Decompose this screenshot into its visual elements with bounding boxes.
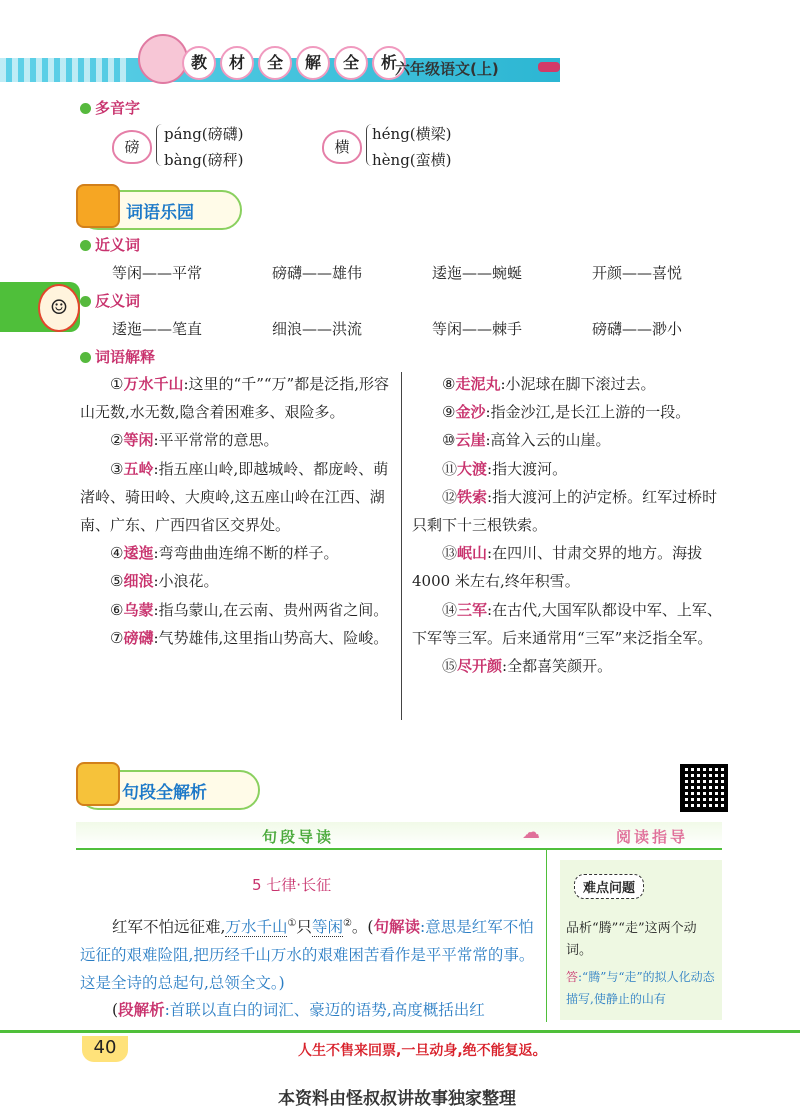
gloss-item: ③五岭:指五座山岭,即越城岭、都庞岭、萌渚岭、骑田岭、大庾岭,这五座山岭在江西、湖南、广东、广西四省区交界处。: [80, 459, 389, 535]
mascot-icon: [76, 762, 120, 806]
antonym-pair: 磅礴——渺小: [592, 320, 683, 338]
poem-title: 5 七律·长征: [252, 876, 332, 894]
gloss-item: ⑪大渡:指大渡河。: [442, 459, 568, 478]
strip-underline: [76, 848, 722, 850]
section-label: 近义词: [95, 236, 141, 254]
banner-title: 句段全解析: [122, 783, 207, 803]
gloss-item: ⑧走泥丸:小泥球在脚下滚过去。: [442, 375, 656, 393]
header-pattern: [0, 56, 130, 84]
title-char: 全: [258, 46, 292, 80]
gloss-item: ⑥乌蒙:指乌蒙山,在云南、贵州两省之间。: [110, 600, 389, 619]
strip-right-label: 阅读指导: [616, 828, 689, 846]
cloud-rainbow-icon: ☁: [522, 822, 540, 843]
gloss-item: ①万水千山:这里的“千”“万”都是泛指,形容山无数,水无数,隐含着困难多、艰险多。: [80, 375, 389, 422]
footer-line: [0, 1030, 800, 1033]
section-label: 反义词: [95, 292, 141, 310]
section-label: 多音字: [95, 99, 141, 117]
column-divider: [546, 850, 547, 1022]
reading: bàng(磅秤): [164, 151, 244, 169]
antonym-pair: 逶迤——笔直: [112, 320, 203, 338]
paragraph-analysis: (段解析:首联以直白的词汇、豪迈的语势,高度概括出红: [112, 1001, 485, 1019]
gloss-item: ⑦磅礴:气势雄伟,这里指山势高大、险峻。: [110, 628, 389, 647]
polyphonic-heading: [80, 97, 140, 118]
antonym-pair: 细浪——洪流: [272, 320, 363, 338]
synonym-pair: 等闲——平常: [112, 264, 203, 282]
header-mascot-icon: [138, 34, 188, 84]
section-label: 词语解释: [95, 348, 156, 366]
gloss-item: ⑭三军:在古代,大国军队都设中军、上军、下军等三军。后来通常用“三军”来泛指全军。: [412, 600, 722, 647]
bullet-icon: [80, 352, 91, 363]
bullet-icon: [80, 103, 91, 114]
column-divider: [401, 372, 402, 720]
gloss-item: ⑬岷山:在四川、甘肃交界的地方。海拔 4000 米左右,终年积雪。: [412, 544, 703, 591]
page-number: 40: [82, 1036, 128, 1062]
gloss-item: ⑮尽开颜:全都喜笑颜开。: [442, 657, 613, 676]
grade-label: 六年级语文(上): [395, 60, 499, 78]
tip-answer: 答:“腾”与“走”的拟人化动态描写,使静止的山有: [566, 970, 715, 1006]
banner-title: 词语乐园: [126, 203, 194, 223]
title-char: 材: [220, 46, 254, 80]
gloss-item: ⑫铁索:指大渡河上的泸定桥。红军过桥时只剩下十三根铁索。: [412, 487, 718, 535]
reading: hèng(蛮横): [372, 151, 452, 169]
tip-title: 难点问题: [574, 874, 644, 899]
gloss-item: ④逶迤:弯弯曲曲连绵不断的样子。: [110, 544, 339, 563]
reading: héng(横梁): [372, 125, 452, 143]
glossary-right: [412, 370, 724, 680]
glossary-heading: [80, 346, 155, 367]
gloss-item: ②等闲:平平常常的意思。: [110, 431, 279, 450]
book-icon: [76, 184, 120, 228]
glossary-left: [80, 370, 392, 652]
qr-code-icon[interactable]: [680, 764, 728, 812]
strip-left-label: 句段导读: [262, 828, 335, 846]
header-title: [182, 46, 406, 80]
brace: [156, 124, 163, 166]
bullet-icon: [80, 296, 91, 307]
polyphonic-char: 横: [322, 130, 362, 164]
synonyms-heading: [80, 234, 140, 255]
antonym-pair: 等闲——棘手: [432, 320, 523, 338]
bullet-icon: [80, 240, 91, 251]
title-char: 教: [182, 46, 216, 80]
reading: páng(磅礴): [164, 125, 244, 143]
tip-question: 品析“腾”“走”这两个动词。: [566, 921, 697, 958]
gloss-item: ⑨金沙:指金沙江,是长江上游的一段。: [442, 403, 691, 422]
title-char: 析: [372, 46, 406, 80]
mascot-face-icon: ☺: [38, 284, 80, 332]
synonym-pair: 磅礴——雄伟: [272, 264, 363, 282]
source-note: 本资料由怪叔叔讲故事独家整理: [278, 1089, 516, 1109]
pen-icon: [538, 62, 560, 72]
synonym-pair: 开颜——喜悦: [592, 264, 683, 282]
synonym-pair: 逶迤——蜿蜒: [432, 264, 523, 282]
gloss-item: ⑤细浪:小浪花。: [110, 572, 219, 591]
title-char: 全: [334, 46, 368, 80]
polyphonic-char: 磅: [112, 130, 152, 164]
antonyms-heading: [80, 290, 140, 311]
sentence-analysis: 红军不怕远征难,万水千山①只等闲②。(句解读:意思是红军不怕远征的艰难险阻,把历经千山万水的艰难困苦看作是平平常常的事。这是全诗的总起句,总领全文。): [80, 918, 535, 993]
gloss-item: ⑩云崖:高耸入云的山崖。: [442, 431, 611, 450]
title-char: 解: [296, 46, 330, 80]
footer-quote: 人生不售来回票,一旦动身,绝不能复返。: [298, 1043, 547, 1059]
